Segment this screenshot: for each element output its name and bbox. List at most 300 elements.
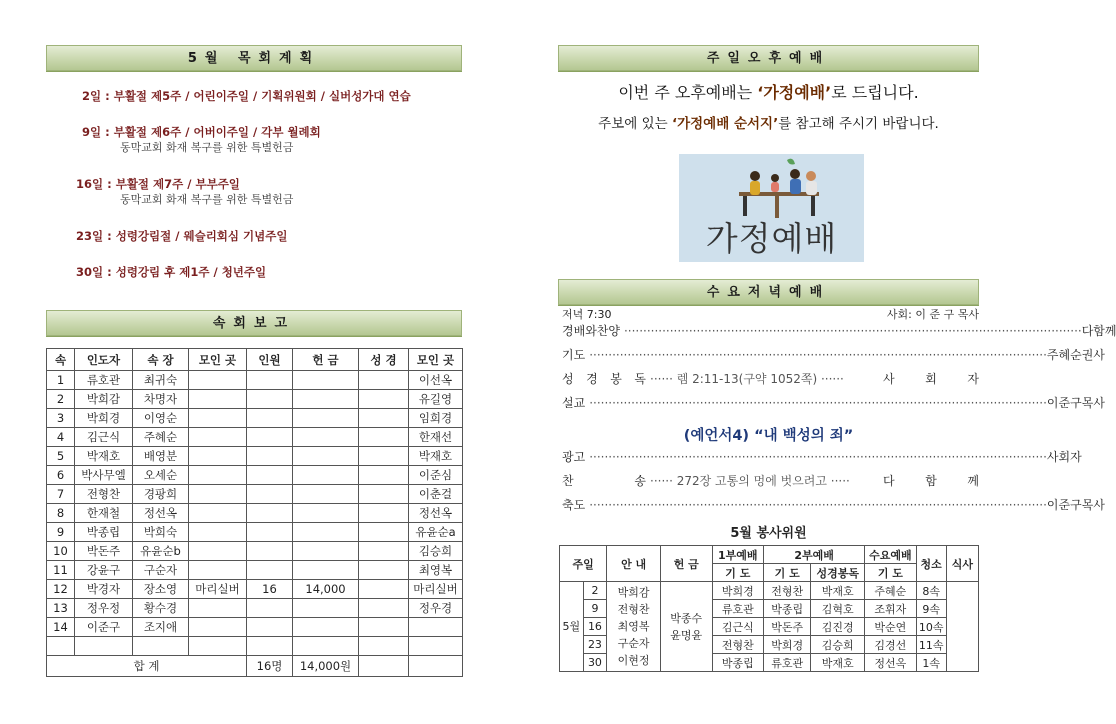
column-header: 인원	[247, 349, 293, 371]
column-header: 성 경	[359, 349, 409, 371]
order-right-char: 회	[1058, 450, 1071, 464]
table-cell	[359, 466, 409, 485]
plan-item	[76, 176, 294, 206]
column-header: 1부예배	[712, 546, 764, 564]
wednesday-service-header: 수요저녁예배	[558, 279, 979, 305]
table-cell	[189, 409, 247, 428]
table-cell: 황수경	[133, 599, 189, 618]
meal-cell	[946, 582, 978, 672]
afternoon-notice-line1	[558, 80, 979, 103]
table-cell: 정우정	[75, 599, 133, 618]
table-cell	[359, 485, 409, 504]
order-right-char: 목	[1081, 498, 1094, 512]
table-cell	[359, 409, 409, 428]
service-time: 저녁 7:30	[562, 308, 612, 321]
order-row	[562, 322, 1116, 340]
afternoon-notice-line2	[558, 112, 979, 132]
table-cell: 주혜순	[133, 428, 189, 447]
table-cell	[409, 618, 463, 637]
table-cell	[293, 466, 359, 485]
table-row	[47, 466, 463, 485]
order-right-char: 권	[1081, 348, 1094, 362]
table-cell: 유윤순a	[409, 523, 463, 542]
table-row	[47, 580, 463, 599]
order-label	[562, 448, 589, 466]
table-cell: 정우경	[409, 599, 463, 618]
cell-report-header: 속회보고	[46, 310, 462, 336]
table-cell	[47, 637, 75, 656]
order-label-char: 독	[634, 372, 646, 386]
wed-prayer-cell: 박순연	[865, 618, 917, 636]
plan-item	[76, 228, 287, 244]
column-header: 식사	[946, 546, 978, 582]
table-cell: 박돈주	[75, 542, 133, 561]
table-cell	[247, 561, 293, 580]
guide-name: 박희감	[617, 586, 650, 599]
order-right-char: 다	[1081, 324, 1094, 338]
table-cell	[359, 504, 409, 523]
order-label-char: 도	[573, 498, 586, 512]
table-cell	[293, 523, 359, 542]
table-cell	[293, 561, 359, 580]
table-cell	[247, 618, 293, 637]
table-cell	[189, 466, 247, 485]
table-cell	[359, 637, 409, 656]
table-cell: 유길영	[409, 390, 463, 409]
table-cell: 12	[47, 580, 75, 599]
order-row	[562, 496, 1105, 514]
reading-cell: 김진경	[811, 618, 865, 636]
table-row	[47, 561, 463, 580]
order-row	[562, 346, 1105, 364]
order-label-char: 성	[562, 372, 574, 386]
clean-cell: 10속	[916, 618, 946, 636]
clean-cell: 11속	[916, 636, 946, 654]
table-cell	[409, 637, 463, 656]
order-right	[1047, 496, 1105, 514]
order-right	[883, 370, 979, 388]
table-cell	[359, 618, 409, 637]
wednesday-meta	[562, 306, 979, 322]
column-header: 속 장	[133, 349, 189, 371]
order-right-char: 순	[1070, 348, 1082, 362]
table-cell	[293, 637, 359, 656]
order-right-char: 함	[925, 474, 937, 488]
notice-highlight: ‘가정예배’	[757, 83, 832, 102]
order-right-char: 사	[1093, 498, 1105, 512]
family-worship-card	[679, 154, 864, 262]
order-label	[562, 472, 650, 490]
table-row	[47, 504, 463, 523]
clean-cell: 9속	[916, 600, 946, 618]
order-label-char: 찬	[562, 474, 574, 488]
order-label	[562, 496, 589, 514]
table-cell: 박재호	[409, 447, 463, 466]
table-cell: 3	[47, 409, 75, 428]
table-cell	[359, 447, 409, 466]
table-cell: 최영복	[409, 561, 463, 580]
table-cell: 박종립	[75, 523, 133, 542]
column-header: 인도자	[75, 349, 133, 371]
table-cell: 박희경	[75, 409, 133, 428]
table-cell: 배영분	[133, 447, 189, 466]
table-cell	[293, 428, 359, 447]
order-right-char: 사	[1093, 396, 1105, 410]
order-middle: ······ 272장 고통의 멍에 벗으려고 ·····	[650, 474, 850, 488]
table-cell	[359, 428, 409, 447]
table-cell: 장소영	[133, 580, 189, 599]
order-label	[562, 394, 589, 412]
offering-name: 박종수	[670, 611, 703, 625]
plan-item-main: 30일 : 성령강림 후 제1주 / 청년주일	[76, 265, 267, 279]
total-count: 16명	[247, 656, 293, 677]
day-cell: 30	[583, 654, 607, 672]
table-cell	[247, 390, 293, 409]
table-cell: 이영순	[133, 409, 189, 428]
table-cell: 이준심	[409, 466, 463, 485]
plan-item-sub: 동막교회 화재 복구를 위한 특별헌금	[120, 193, 294, 206]
table-cell: 14	[47, 618, 75, 637]
order-right-char: 함	[1093, 324, 1105, 338]
table-cell	[293, 599, 359, 618]
order-label-char: 기	[562, 348, 574, 362]
plan-item-main: 2일 : 부활절 제5주 / 어린이주일 / 기획위원회 / 실버성가대 연습	[82, 89, 411, 103]
wed-prayer-cell: 조휘자	[865, 600, 917, 618]
reading-cell: 박재호	[811, 654, 865, 672]
first-prayer-cell: 류호관	[712, 600, 764, 618]
table-cell	[293, 409, 359, 428]
order-label	[562, 370, 650, 388]
order-middle: ························································································································	[589, 450, 1047, 464]
order-label-char: 찬	[596, 324, 609, 338]
volunteer-table	[559, 545, 979, 672]
plan-header: 5월 목회계획	[46, 45, 462, 71]
table-cell: 박경자	[75, 580, 133, 599]
table-row	[47, 428, 463, 447]
table-cell: 14,000	[293, 580, 359, 599]
column-subheader: 기 도	[865, 564, 917, 582]
order-label-char: 양	[608, 324, 620, 338]
table-row	[47, 409, 463, 428]
plan-item	[82, 124, 321, 154]
column-header: 속	[47, 349, 75, 371]
table-cell: 5	[47, 447, 75, 466]
table-cell: 마리실버	[409, 580, 463, 599]
table-cell: 13	[47, 599, 75, 618]
first-prayer-cell: 전형찬	[712, 636, 764, 654]
table-row	[560, 582, 979, 600]
table-row	[47, 637, 463, 656]
order-right-char: 께	[967, 474, 979, 488]
table-cell: 한재선	[409, 428, 463, 447]
table-cell	[75, 637, 133, 656]
order-label-char: 도	[573, 348, 586, 362]
order-row	[562, 448, 1082, 466]
table-cell	[189, 637, 247, 656]
table-cell: 이선옥	[409, 371, 463, 390]
order-right-char: 목	[1081, 396, 1094, 410]
second-prayer-cell: 박희경	[764, 636, 811, 654]
column-header: 모인 곳	[189, 349, 247, 371]
order-label-char: 배	[573, 324, 586, 338]
table-cell: 오세순	[133, 466, 189, 485]
table-cell: 정선옥	[409, 504, 463, 523]
order-middle: ························································································································	[589, 348, 1047, 362]
table-cell: 1	[47, 371, 75, 390]
notice-text: 주보에 있는	[598, 116, 672, 132]
table-cell	[189, 561, 247, 580]
order-right-char: 사	[1093, 348, 1105, 362]
table-cell	[359, 371, 409, 390]
notice-highlight: ‘가정예배 순서지’	[671, 116, 779, 132]
order-right-char: 자	[1070, 450, 1082, 464]
guide-name: 이현정	[617, 654, 650, 667]
table-row	[47, 447, 463, 466]
table-cell	[189, 390, 247, 409]
first-prayer-cell: 박종립	[712, 654, 764, 672]
column-subheader: 기 도	[764, 564, 811, 582]
plan-item-main: 16일 : 부활절 제7주 / 부부주일	[76, 177, 240, 191]
sermon-title: (예언서4) “내 백성의 죄”	[683, 428, 854, 444]
order-row	[562, 472, 979, 490]
reading-cell: 박재호	[811, 582, 865, 600]
second-prayer-cell: 박돈주	[764, 618, 811, 636]
table-cell	[189, 618, 247, 637]
family-card-text: 가정예배	[705, 219, 838, 258]
table-cell: 전형찬	[75, 485, 133, 504]
order-row	[562, 370, 979, 388]
order-label-char: 경	[562, 324, 574, 338]
notice-text: 를 참고해 주시기 바랍니다.	[778, 116, 939, 132]
order-right-char: 준	[1058, 498, 1071, 512]
table-cell	[189, 485, 247, 504]
order-right-char: 회	[925, 372, 937, 386]
reading-cell: 김승희	[811, 636, 865, 654]
order-right-char: 이	[1046, 498, 1059, 512]
order-label-char: 축	[562, 498, 574, 512]
order-middle: ························································································································	[589, 396, 1047, 410]
table-cell: 16	[247, 580, 293, 599]
order-middle: ························································································································	[623, 324, 1082, 338]
table-cell	[293, 504, 359, 523]
offering-cell	[660, 582, 712, 672]
order-label-char: 광	[562, 450, 574, 464]
table-cell	[247, 485, 293, 504]
order-label	[562, 346, 589, 364]
notice-text: 로 드립니다.	[831, 83, 919, 102]
order-right	[1082, 322, 1116, 340]
table-cell: 4	[47, 428, 75, 447]
table-cell: 이춘걸	[409, 485, 463, 504]
table-row	[47, 599, 463, 618]
service-host: 사회: 이 준 구 목사	[886, 308, 979, 321]
column-subheader: 기 도	[712, 564, 764, 582]
table-cell: 정선옥	[133, 504, 189, 523]
table-cell: 김승희	[409, 542, 463, 561]
column-header: 2부예배	[764, 546, 865, 564]
order-label-char: 경	[586, 372, 598, 386]
order-right-char: 다	[883, 474, 895, 488]
guide-name: 구순자	[617, 637, 650, 650]
order-label-char: 고	[573, 450, 586, 464]
order-right	[883, 472, 979, 490]
table-cell: 김근식	[75, 428, 133, 447]
table-cell	[189, 523, 247, 542]
table-cell: 이준구	[75, 618, 133, 637]
table-row	[47, 523, 463, 542]
order-middle: ························································································································	[589, 498, 1047, 512]
day-cell: 9	[583, 600, 607, 618]
table-cell: 류호관	[75, 371, 133, 390]
table-row	[47, 542, 463, 561]
table-cell	[189, 428, 247, 447]
order-label-char: 봉	[610, 372, 622, 386]
order-right-char: 께	[1104, 324, 1116, 338]
table-cell	[247, 542, 293, 561]
first-prayer-cell: 박희경	[712, 582, 764, 600]
table-cell: 박사무엘	[75, 466, 133, 485]
plan-item-sub: 동막교회 화재 복구를 위한 특별헌금	[120, 141, 294, 154]
offering-name: 윤명윤	[670, 628, 703, 642]
table-cell	[247, 599, 293, 618]
table-cell	[359, 561, 409, 580]
order-right	[1047, 448, 1082, 466]
order-label-char: 설	[562, 396, 574, 410]
order-middle: ······ 렘 2:11-13(구약 1052쪽) ······	[650, 372, 844, 386]
column-header: 청소	[916, 546, 946, 582]
total-empty	[359, 656, 409, 677]
table-cell: 9	[47, 523, 75, 542]
column-header: 헌 금	[293, 349, 359, 371]
table-cell: 마리실버	[189, 580, 247, 599]
second-prayer-cell: 류호관	[764, 654, 811, 672]
table-cell: 박재호	[75, 447, 133, 466]
table-cell: 경팡희	[133, 485, 189, 504]
order-right-char: 준	[1058, 396, 1071, 410]
order-right	[1047, 346, 1105, 364]
cell-report-table	[46, 348, 463, 677]
table-cell	[359, 523, 409, 542]
order-label-char: 와	[585, 324, 597, 338]
table-cell: 한재철	[75, 504, 133, 523]
table-cell: 8	[47, 504, 75, 523]
second-prayer-cell: 박종립	[764, 600, 811, 618]
column-header: 수요예배	[865, 546, 917, 564]
table-cell	[189, 542, 247, 561]
order-right-char: 사	[1046, 450, 1059, 464]
second-prayer-cell: 전형찬	[764, 582, 811, 600]
table-cell	[189, 599, 247, 618]
notice-text: 이번 주 오후예배는	[618, 83, 758, 102]
table-cell	[189, 371, 247, 390]
table-cell	[189, 504, 247, 523]
table-cell	[293, 390, 359, 409]
order-right-char: 구	[1070, 498, 1082, 512]
table-cell: 조지애	[133, 618, 189, 637]
table-cell	[293, 542, 359, 561]
clean-cell: 8속	[916, 582, 946, 600]
corner-header: 주일	[560, 546, 607, 582]
order-right-char: 혜	[1058, 348, 1071, 362]
table-row	[47, 485, 463, 504]
volunteer-title: 5월 봉사위원	[730, 526, 807, 541]
order-right-char: 구	[1070, 396, 1082, 410]
table-cell: 구순자	[133, 561, 189, 580]
column-header: 안 내	[607, 546, 661, 582]
table-cell	[247, 637, 293, 656]
order-right	[1047, 394, 1105, 412]
table-row	[47, 371, 463, 390]
table-cell: 박희숙	[133, 523, 189, 542]
guide-cell	[607, 582, 661, 672]
total-empty	[409, 656, 463, 677]
table-cell: 11	[47, 561, 75, 580]
plan-item-main: 23일 : 성령강림절 / 웨슬리회심 기념주일	[76, 229, 288, 243]
table-cell	[189, 447, 247, 466]
afternoon-service-header: 주일오후예배	[558, 45, 979, 71]
plan-item	[76, 264, 266, 280]
column-subheader: 성경봉독	[811, 564, 865, 582]
table-cell: 최귀숙	[133, 371, 189, 390]
table-cell	[359, 599, 409, 618]
column-header: 모인 곳	[409, 349, 463, 371]
table-row	[47, 618, 463, 637]
guide-name: 전형찬	[617, 603, 650, 616]
table-cell: 박희감	[75, 390, 133, 409]
table-cell: 임희경	[409, 409, 463, 428]
table-cell	[247, 428, 293, 447]
total-label: 합 계	[47, 656, 247, 677]
table-cell	[359, 390, 409, 409]
table-cell	[293, 485, 359, 504]
wed-prayer-cell: 정선옥	[865, 654, 917, 672]
month-cell: 5월	[560, 582, 584, 672]
order-label	[562, 322, 624, 340]
order-right-char: 사	[883, 372, 895, 386]
table-cell	[247, 447, 293, 466]
first-prayer-cell: 김근식	[712, 618, 764, 636]
order-label-char: 교	[573, 396, 586, 410]
day-cell: 23	[583, 636, 607, 654]
table-cell	[293, 447, 359, 466]
table-cell	[247, 523, 293, 542]
table-cell	[359, 542, 409, 561]
table-cell	[293, 371, 359, 390]
order-right-char: 이	[1046, 396, 1059, 410]
table-cell	[247, 466, 293, 485]
table-cell	[247, 409, 293, 428]
table-cell: 강윤구	[75, 561, 133, 580]
wed-prayer-cell: 김경선	[865, 636, 917, 654]
table-cell: 10	[47, 542, 75, 561]
table-cell: 7	[47, 485, 75, 504]
column-header: 헌 금	[660, 546, 712, 582]
table-cell	[359, 580, 409, 599]
reading-cell: 김혁호	[811, 600, 865, 618]
wed-prayer-cell: 주혜순	[865, 582, 917, 600]
plan-item	[82, 88, 411, 104]
table-cell	[247, 371, 293, 390]
order-right-char: 주	[1046, 348, 1059, 362]
order-row	[562, 394, 1105, 412]
day-cell: 2	[583, 582, 607, 600]
clean-cell: 1속	[916, 654, 946, 672]
total-row	[47, 656, 463, 677]
table-cell: 2	[47, 390, 75, 409]
table-cell: 6	[47, 466, 75, 485]
total-amount: 14,000원	[293, 656, 359, 677]
table-cell: 차명자	[133, 390, 189, 409]
